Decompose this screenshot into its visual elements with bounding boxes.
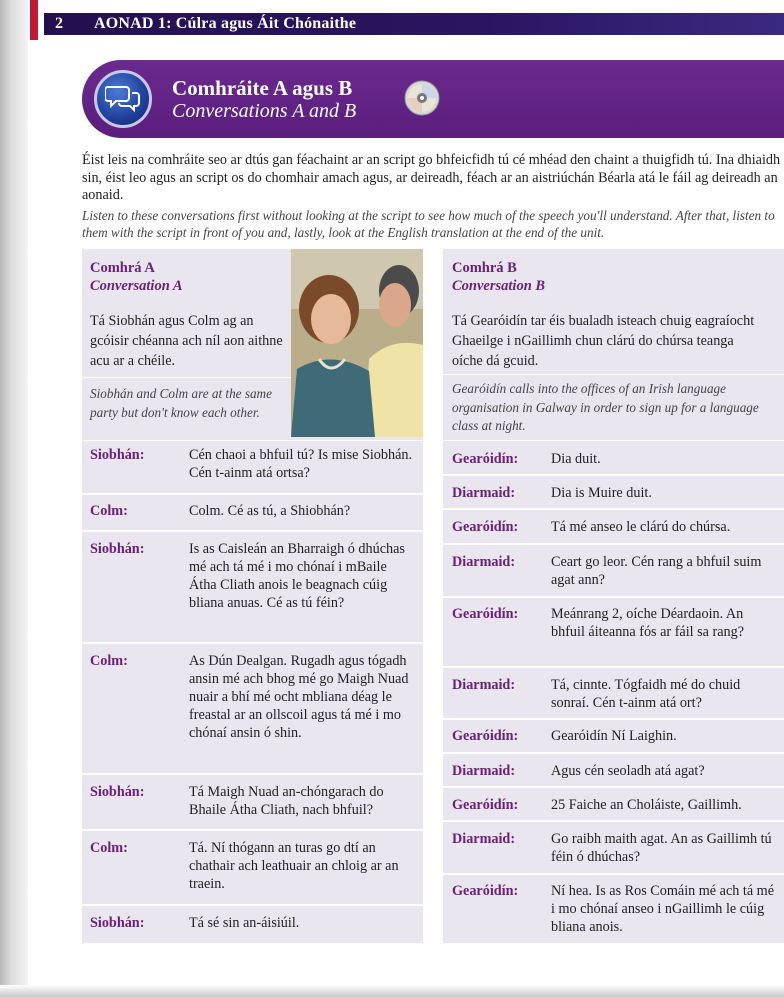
dialogue-line: Is as Caisleán an Bharraigh ó dhúchas mé ach tá mé i mo chónaí i mBaile Átha Cliath anois le beagnach cúig bliana anuas. Cé as tú féin? xyxy=(189,541,405,611)
dialogue-turn xyxy=(90,914,414,932)
divider xyxy=(443,786,784,788)
dialogue-turn xyxy=(90,652,414,742)
conversation-a-title: Comhrá A xyxy=(90,260,155,276)
dialogue-line: Tá, cinnte. Tógfaidh mé do chuid sonraí. Cén t-ainm atá ort? xyxy=(551,677,741,711)
section-subtitle: Conversations A and B xyxy=(172,100,357,122)
divider xyxy=(443,374,784,375)
divider xyxy=(82,773,423,775)
conversation-b-title-english: Conversation B xyxy=(452,278,546,294)
dialogue-turn xyxy=(452,727,776,745)
divider xyxy=(443,596,784,598)
dialogue-turn xyxy=(90,540,414,612)
speaker-label: Diarmaid: xyxy=(452,677,516,693)
dialogue-line: Colm. Cé as tú, a Shiobhán? xyxy=(189,503,351,519)
dialogue-turn xyxy=(90,502,414,520)
divider xyxy=(443,474,784,476)
divider xyxy=(443,718,784,720)
divider xyxy=(82,493,423,495)
speaker-label: Gearóidín: xyxy=(452,728,519,744)
page-gutter xyxy=(0,0,28,997)
speaker-label: Colm: xyxy=(90,840,128,856)
dialogue-turn xyxy=(452,676,776,712)
speaker-label: Colm: xyxy=(90,653,128,669)
divider xyxy=(82,642,423,644)
speaker-label: Diarmaid: xyxy=(452,831,516,847)
speaker-label: Siobhán: xyxy=(90,915,145,931)
speaker-label: Gearóidín: xyxy=(452,883,519,899)
divider xyxy=(443,873,784,875)
conversation-a-title-english: Conversation A xyxy=(90,278,183,294)
speaker-label: Siobhán: xyxy=(90,541,145,557)
unit-title: AONAD 1: Cúlra agus Áit Chónaithe xyxy=(94,15,357,32)
page-bottom-edge xyxy=(0,985,784,997)
section-title: Comhráite A agus B xyxy=(172,76,353,100)
dialogue-turn xyxy=(90,783,424,819)
dialogue-line: Dia is Muire duit. xyxy=(551,485,652,501)
speaker-label: Gearóidín: xyxy=(452,797,519,813)
dialogue-line: Ní hea. Is as Ros Comáin mé ach tá mé i mo chónaí anseo i nGaillimh le cúig bliana anois. xyxy=(551,883,775,935)
divider xyxy=(82,440,423,441)
dialogue-turn xyxy=(452,553,776,589)
divider xyxy=(443,543,784,545)
divider xyxy=(443,508,784,510)
speaker-label: Colm: xyxy=(90,503,128,519)
dialogue-turn xyxy=(452,518,776,536)
dialogue-line: Tá sé sin an-áisiúil. xyxy=(189,915,300,931)
section-banner xyxy=(82,60,784,138)
divider xyxy=(82,377,291,378)
dialogue-line: Agus cén seoladh atá agat? xyxy=(551,763,705,779)
speaker-label: Diarmaid: xyxy=(452,554,516,570)
dialogue-line: Tá mé anseo le clárú do chúrsa. xyxy=(551,519,731,535)
running-header xyxy=(44,13,784,35)
dialogue-line: Go raibh maith agat. An as Gaillimh tú féin ó dhúchas? xyxy=(551,831,772,865)
speech-bubbles-icon xyxy=(94,70,152,128)
speaker-label: Siobhán: xyxy=(90,784,145,800)
conversation-b-lead-english: Gearóidín calls into the offices of an Irish language organisation in Galway in order to sign up for a language class at night. xyxy=(452,381,759,433)
speaker-label: Diarmaid: xyxy=(452,485,516,501)
divider xyxy=(443,752,784,754)
conversation-a-lead: Tá Siobhán agus Colm ag an gcóisir chéanna ach níl aon aithne acu ar a chéile. xyxy=(90,313,283,369)
conversation-b-heading xyxy=(452,259,545,295)
divider xyxy=(82,904,423,906)
conversation-a-lead-english: Siobhán and Colm are at the same party but don't know each other. xyxy=(90,386,272,420)
dialogue-turn xyxy=(452,605,776,641)
speaker-label: Gearóidín: xyxy=(452,451,519,467)
red-page-tab xyxy=(30,0,38,40)
conversation-b-title: Comhrá B xyxy=(452,260,517,276)
divider xyxy=(443,440,784,441)
dialogue-line: Dia duit. xyxy=(551,451,601,467)
dialogue-turn xyxy=(452,830,776,866)
dialogue-turn xyxy=(452,796,776,814)
dialogue-line: Ceart go leor. Cén rang a bhfuil suim agat ann? xyxy=(551,554,762,588)
intro-english: Listen to these conversations first without looking at the script to see how much of the speech you'll understand. After that, listen to them with the script in front of you and, lastly, look at the English translation at the end of the unit. xyxy=(82,208,775,240)
dialogue-turn xyxy=(452,882,776,936)
dialogue-turn xyxy=(452,484,776,502)
intro-irish: Éist leis na comhráite seo ar dtús gan féachaint ar an script go bhfeicfidh tú cé mhéad den chaint a thuigfidh tú. Ina dhiaidh sin, éist leo agus an script os do chomhair amach agus, ar deireadh, féach ar an aistriúchán Béarla atá le fáil ag deireadh an aonaid. xyxy=(82,152,781,203)
divider xyxy=(443,666,784,668)
speaker-label: Gearóidín: xyxy=(452,519,519,535)
dialogue-line: 25 Faiche an Choláiste, Gaillimh. xyxy=(551,797,742,813)
speaker-label: Gearóidín: xyxy=(452,606,519,622)
divider xyxy=(82,829,423,831)
divider xyxy=(443,820,784,822)
dialogue-line: Meánrang 2, oíche Déardaoin. An bhfuil áiteanna fós ar fáil sa rang? xyxy=(551,606,745,640)
dialogue-line: Gearóidín Ní Laighin. xyxy=(551,728,677,744)
dialogue-turn xyxy=(90,839,414,893)
dialogue-line: Cén chaoi a bhfuil tú? Is mise Siobhán. Cén t-ainm atá ortsa? xyxy=(189,447,413,481)
divider xyxy=(82,530,423,532)
dialogue-turn xyxy=(90,446,414,482)
page-number: 2 xyxy=(55,15,63,32)
dialogue-turn xyxy=(452,450,776,468)
conversation-a-heading xyxy=(90,259,183,295)
speaker-label: Diarmaid: xyxy=(452,763,516,779)
dialogue-line: Tá. Ní thógann an turas go dtí an chathair ach leathuair an chloig ar an traein. xyxy=(189,840,399,892)
cd-icon xyxy=(404,80,440,116)
speaker-label: Siobhán: xyxy=(90,447,145,463)
couple-photo xyxy=(291,249,423,437)
dialogue-turn xyxy=(452,762,776,780)
conversation-b-lead: Tá Gearóidín tar éis bualadh isteach chuig eagraíocht Ghaeilge i nGaillimh chun clárú do chúrsa teanga oíche dá gcuid. xyxy=(452,313,755,369)
dialogue-line: Tá Maigh Nuad an-chóngarach do Bhaile Átha Cliath, nach bhfuil? xyxy=(189,784,384,818)
dialogue-line: As Dún Dealgan. Rugadh agus tógadh ansin mé ach bhog mé go Maigh Nuad nuair a bhí mé ocht mbliana déag le freastal ar an ollscoil agus tá mé i mo chónaí ansin ó shin. xyxy=(189,653,409,741)
